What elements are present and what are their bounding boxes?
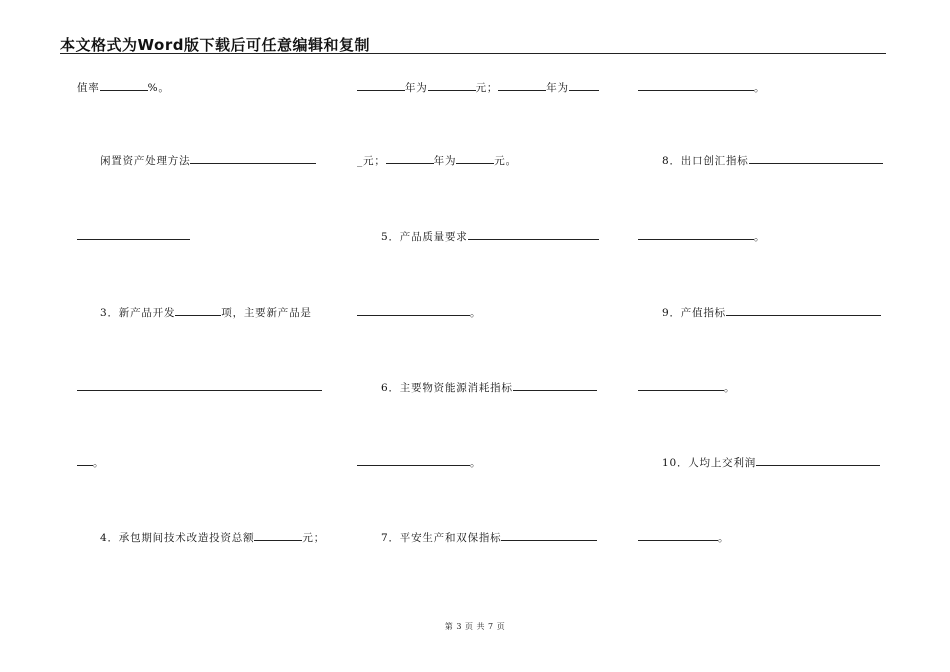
line-blank-end <box>638 228 765 244</box>
line-year-amounts-cont <box>357 152 517 168</box>
line-blank <box>77 228 190 244</box>
blank-field <box>638 379 724 391</box>
line-value-rate <box>77 79 170 95</box>
label-period: 。 <box>470 307 482 319</box>
line-blank-end <box>77 454 104 470</box>
line-output <box>662 304 881 320</box>
line-blank-end <box>357 304 481 320</box>
blank-field <box>498 79 546 91</box>
blank-field <box>501 529 597 541</box>
label-year-is: 年为 <box>546 82 569 94</box>
blank-field <box>77 454 93 466</box>
blank-field <box>357 454 470 466</box>
blank-field <box>254 529 302 541</box>
label-profit: 10．人均上交利润 <box>662 457 757 469</box>
blank-field <box>386 152 434 164</box>
blank-field <box>638 228 754 240</box>
blank-field <box>77 228 190 240</box>
label-period: 。 <box>93 457 105 469</box>
line-blank <box>77 379 322 395</box>
label-period: 。 <box>754 82 766 94</box>
blank-field <box>638 79 754 91</box>
label-percent: %。 <box>147 82 170 94</box>
label-value-rate: 值率 <box>77 82 100 94</box>
line-new-products <box>100 304 312 320</box>
blank-field <box>357 304 470 316</box>
line-export <box>662 152 883 168</box>
label-period: 。 <box>718 532 730 544</box>
label-period: 。 <box>724 382 736 394</box>
label-idle-assets: 闲置资产处理方法 <box>100 155 191 167</box>
label-period: 。 <box>470 457 482 469</box>
line-blank-end <box>638 379 735 395</box>
line-idle-assets <box>100 152 316 168</box>
label-output: 9．产值指标 <box>662 307 726 319</box>
label-export: 8．出口创汇指标 <box>662 155 749 167</box>
page-header-title: 本文格式为Word版下载后可任意编辑和复制 <box>60 36 370 54</box>
blank-field <box>357 79 405 91</box>
line-energy <box>381 379 597 395</box>
line-quality <box>381 228 599 244</box>
label-year-is: 年为 <box>433 155 457 167</box>
line-blank-end <box>357 454 481 470</box>
page-number: 第 3 页 共 7 页 <box>444 622 506 631</box>
label-quality: 5．产品质量要求 <box>381 231 468 243</box>
label-main-new-products: 项，主要新产品是 <box>221 307 312 319</box>
line-blank-end <box>638 79 765 95</box>
blank-field <box>100 79 148 91</box>
label-yuan: _元； <box>357 155 386 167</box>
label-tech-investment: 4．承包期间技术改造投资总额 <box>100 532 255 544</box>
line-tech-investment <box>100 529 325 545</box>
header-rule <box>60 53 886 54</box>
blank-field <box>428 79 476 91</box>
label-year-is: 年为 <box>405 82 428 94</box>
line-profit <box>662 454 880 470</box>
blank-field <box>77 379 322 391</box>
blank-field <box>513 379 597 391</box>
label-new-products: 3．新产品开发 <box>100 307 176 319</box>
blank-field <box>175 304 221 316</box>
label-period: 。 <box>754 231 766 243</box>
blank-field <box>726 304 881 316</box>
line-safety <box>381 529 597 545</box>
blank-field <box>569 79 599 91</box>
label-yuan: 元； <box>302 532 325 544</box>
label-energy: 6．主要物资能源消耗指标 <box>381 382 513 394</box>
label-yuan-end: 元。 <box>494 155 517 167</box>
line-blank-end <box>638 529 729 545</box>
label-safety: 7．平安生产和双保指标 <box>381 532 502 544</box>
label-yuan: 元； <box>475 82 499 94</box>
blank-field <box>190 152 316 164</box>
blank-field <box>456 152 494 164</box>
blank-field <box>756 454 880 466</box>
blank-field <box>468 228 599 240</box>
blank-field <box>749 152 883 164</box>
line-year-amounts <box>357 79 599 95</box>
blank-field <box>638 529 718 541</box>
